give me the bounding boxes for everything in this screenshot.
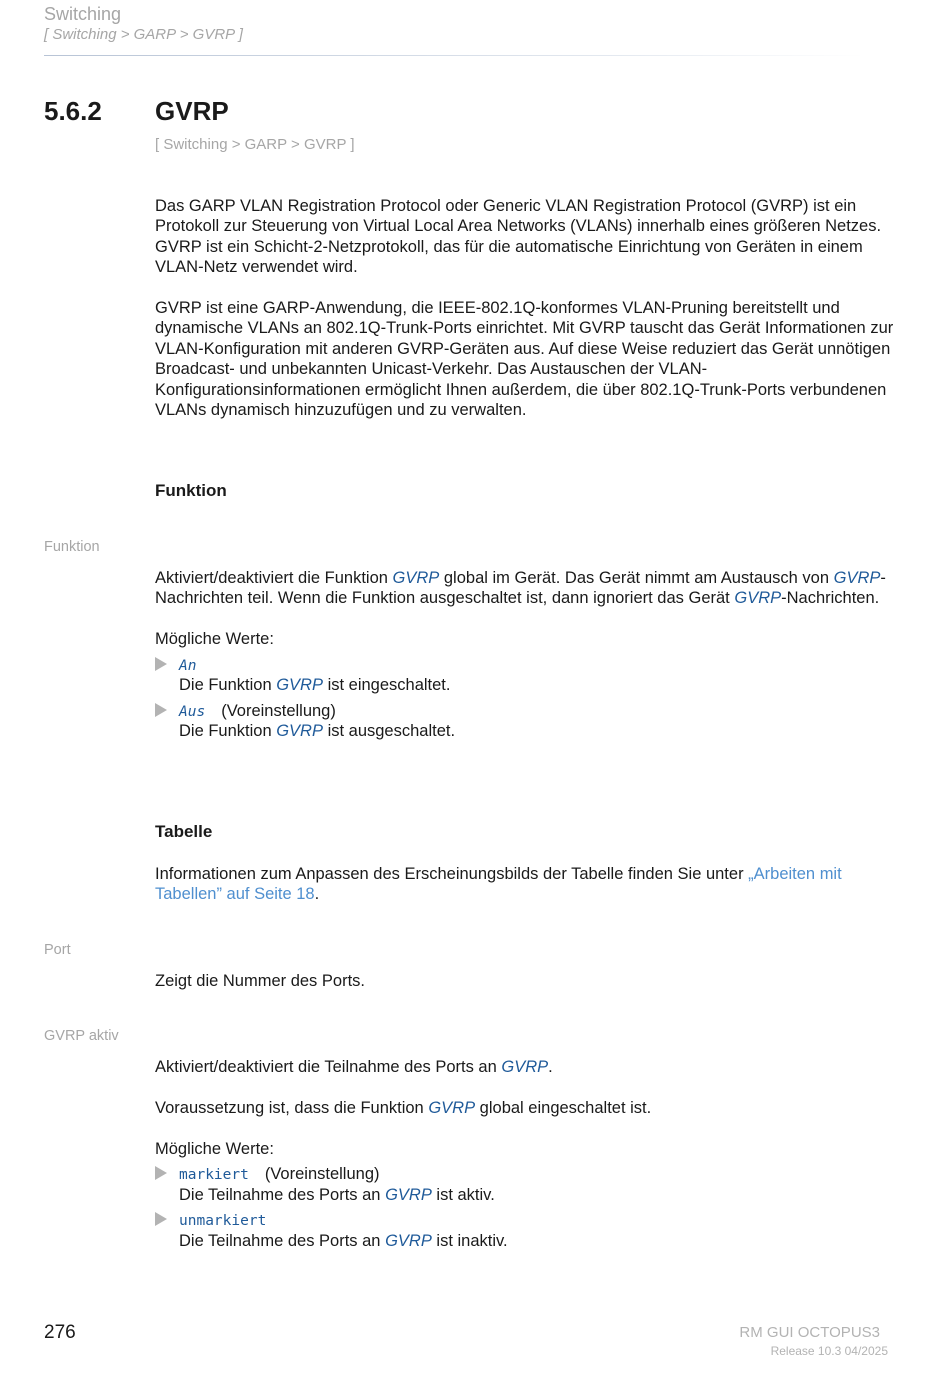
funktion-option-an-desc: Die Funktion GVRP ist eingeschaltet. [179,676,451,694]
funktion-option-aus: Aus (Voreinstellung) [179,702,336,720]
tabelle-description: Informationen zum Anpassen des Erscheinungsbilds der Tabelle finden Sie unter „Arbeiten mit Tabellen” auf Seite 18. [155,865,842,904]
gvrp-aktiv-option-markiert: markiert (Voreinstellung) [179,1165,380,1183]
section-number: 5.6.2 [44,96,102,126]
gvrp-aktiv-option-unmarkiert [179,1210,266,1231]
gvrp-keyword: GVRP [734,589,782,608]
footer-document-title: RM GUI OCTOPUS3 [739,1324,880,1341]
option-value: unmarkiert [179,1213,267,1229]
bullet-triangle-icon [155,1212,167,1226]
funktion-margin-label: Funktion [44,539,100,555]
running-header-title: Switching [44,4,122,24]
arbeiten-mit-tabellen-link[interactable]: „Arbeiten mit Tabellen” auf Seite 18 [155,865,842,904]
gvrp-aktiv-option-markiert-desc: Die Teilnahme des Ports an GVRP ist aktiv. [179,1186,495,1204]
footer-release: Release 10.3 04/2025 [770,1344,888,1358]
tabelle-heading: Tabelle [155,822,213,841]
port-margin-label: Port [44,942,71,958]
option-value: An [179,658,197,674]
funktion-heading: Funktion [155,481,227,500]
bullet-triangle-icon [155,1166,167,1180]
running-header-breadcrumb: [ Switching > GARP > GVRP ] [44,26,243,43]
gvrp-keyword: GVRP [501,1058,549,1076]
gvrp-aktiv-values-label: Mögliche Werte: [155,1140,274,1158]
gvrp-keyword: GVRP [392,569,440,587]
bullet-triangle-icon [155,703,167,717]
gvrp-aktiv-description: Aktiviert/deaktiviert die Teilnahme des Ports an GVRP. [155,1058,553,1076]
gvrp-aktiv-margin-label: GVRP aktiv [44,1028,119,1044]
page-number: 276 [44,1322,76,1343]
funktion-values-label: Mögliche Werte: [155,630,274,648]
port-description: Zeigt die Nummer des Ports. [155,972,365,990]
bullet-triangle-icon [155,657,167,671]
gvrp-aktiv-option-unmarkiert-desc: Die Teilnahme des Ports an GVRP ist inaktiv. [179,1232,508,1250]
intro-paragraph-2: GVRP ist eine GARP-Anwendung, die IEEE-802.1Q-konformes VLAN-Pruning bereitstellt und dynamische VLANs an 802.1Q-Trunk-Ports einrichtet. Mit GVRP tauscht das Gerät Informationen zur VLAN-Konfiguration mit anderen GVRP-Geräten aus. Auf diese Weise reduziert das Gerät unnötigen Broadcast- und unbekannten Unicast-Verkehr. Das Austauschen der VLAN-Konfigurationsinformationen ermöglicht Ihnen außerdem, die über 802.1Q-Trunk-Ports verbundenen VLANs dynamisch hinzuzufügen und zu verwalten. [155,299,894,420]
section-title: GVRP [155,96,229,126]
option-value: Aus [179,704,206,720]
gvrp-aktiv-requirement: Voraussetzung ist, dass die Funktion GVRP global eingeschaltet ist. [155,1099,652,1117]
funktion-option-aus-desc: Die Funktion GVRP ist ausgeschaltet. [179,722,456,740]
header-divider [44,55,864,56]
funktion-option-an [179,655,196,676]
section-breadcrumb: [ Switching > GARP > GVRP ] [155,136,355,153]
funktion-description: Aktiviert/deaktiviert die Funktion GVRP global im Gerät. Das Gerät nimmt am Austausch von GVRP-Nachrichten teil. Wenn die Funktion ausgeschaltet ist, dann ignoriert das Gerät GVRP-Nachrichten. [155,569,886,608]
intro-paragraph-1: Das GARP VLAN Registration Protocol oder Generic VLAN Registration Protocol (GVRP) ist ein Protokoll zur Steuerung von Virtual Local Area Networks (VLANs) innerhalb eines größeren Netzes. GVRP ist ein Schicht-2-Netzprotokoll, das für die automatische Einrichtung von Geräten in einem VLAN-Netz verwendet wird. [155,197,882,277]
option-value: markiert [179,1167,249,1183]
gvrp-keyword: GVRP [428,1099,476,1117]
gvrp-keyword: GVRP [833,569,881,587]
